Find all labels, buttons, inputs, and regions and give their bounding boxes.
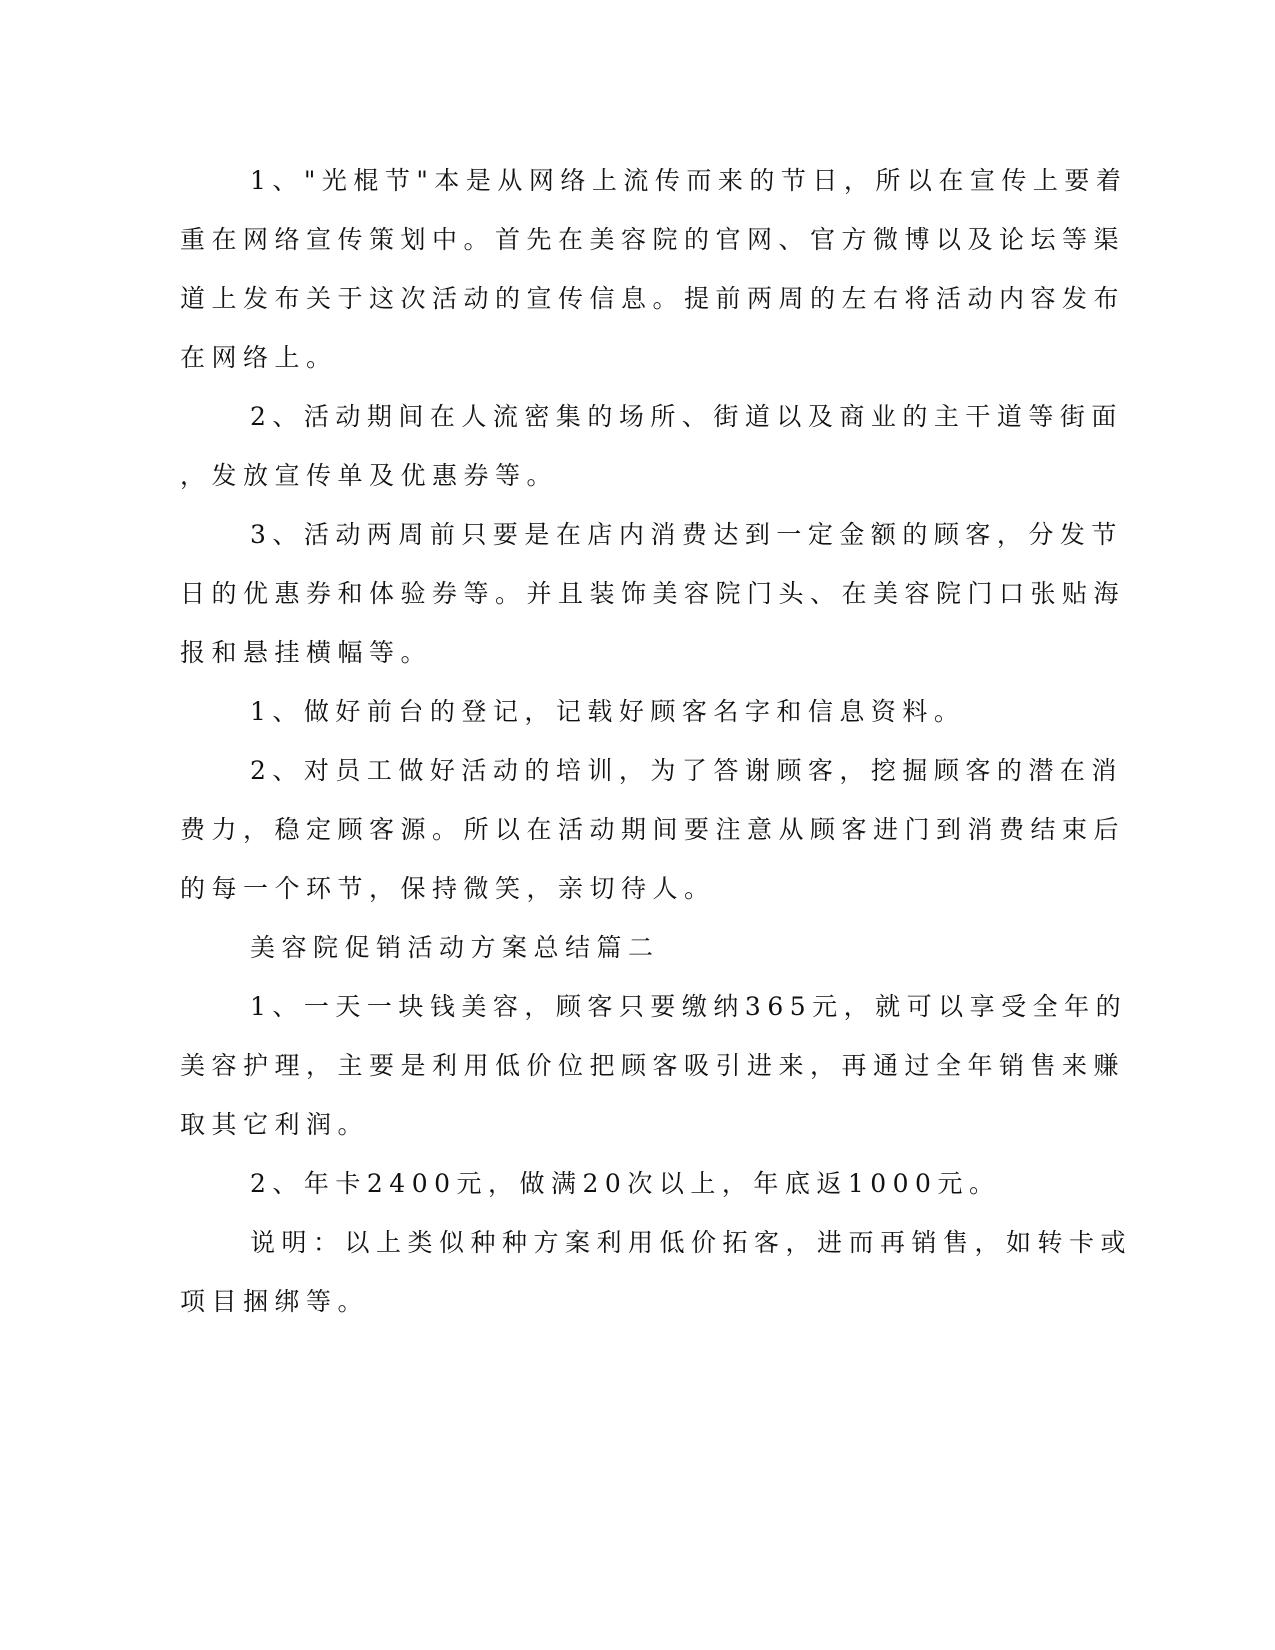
paragraph-1-line-1: 1、"光棍节"本是从网络上流传而来的节日，所以在宣传上要着 <box>250 166 1128 195</box>
paragraph-7-line-1: 2、年卡2400元，做满20次以上，年底返1000元。 <box>250 1169 1001 1198</box>
paragraph-8-line-1: 说明：以上类似种种方案利用低价拓客，进而再销售，如转卡或 <box>250 1228 1133 1257</box>
paragraph-5-line-2: 费力，稳定顾客源。所以在活动期间要注意从顾客进门到消费结束后 <box>180 815 1126 844</box>
paragraph-6-line-3: 取其它利润。 <box>180 1110 370 1139</box>
paragraph-2-line-2: ，发放宣传单及优惠券等。 <box>180 461 559 490</box>
paragraph-5-line-3: 的每一个环节，保持微笑，亲切待人。 <box>180 874 716 903</box>
paragraph-3-line-3: 报和悬挂横幅等。 <box>180 638 433 667</box>
paragraph-8-line-2: 项目捆绑等。 <box>180 1287 370 1316</box>
paragraph-2-line-1: 2、活动期间在人流密集的场所、街道以及商业的主干道等街面 <box>250 402 1123 431</box>
paragraph-6-line-2: 美容护理，主要是利用低价位把顾客吸引进来，再通过全年销售来赚 <box>180 1051 1126 1080</box>
paragraph-3-line-2: 日的优惠券和体验券等。并且装饰美容院门头、在美容院门口张贴海 <box>180 579 1126 608</box>
paragraph-1-line-2: 重在网络宣传策划中。首先在美容院的官网、官方微博以及论坛等渠 <box>180 225 1126 254</box>
paragraph-1-line-3: 道上发布关于这次活动的宣传信息。提前两周的左右将活动内容发布 <box>180 284 1126 313</box>
paragraph-4-line-1: 1、做好前台的登记，记载好顾客名字和信息资料。 <box>250 697 966 726</box>
paragraph-5-line-1: 2、对员工做好活动的培训，为了答谢顾客，挖掘顾客的潜在消 <box>250 756 1123 785</box>
paragraph-6-line-1: 1、一天一块钱美容，顾客只要缴纳365元，就可以享受全年的 <box>250 992 1128 1021</box>
paragraph-1-line-4: 在网络上。 <box>180 343 338 372</box>
section-heading: 美容院促销活动方案总结篇二 <box>250 933 660 962</box>
paragraph-3-line-1: 3、活动两周前只要是在店内消费达到一定金额的顾客，分发节 <box>250 520 1123 549</box>
